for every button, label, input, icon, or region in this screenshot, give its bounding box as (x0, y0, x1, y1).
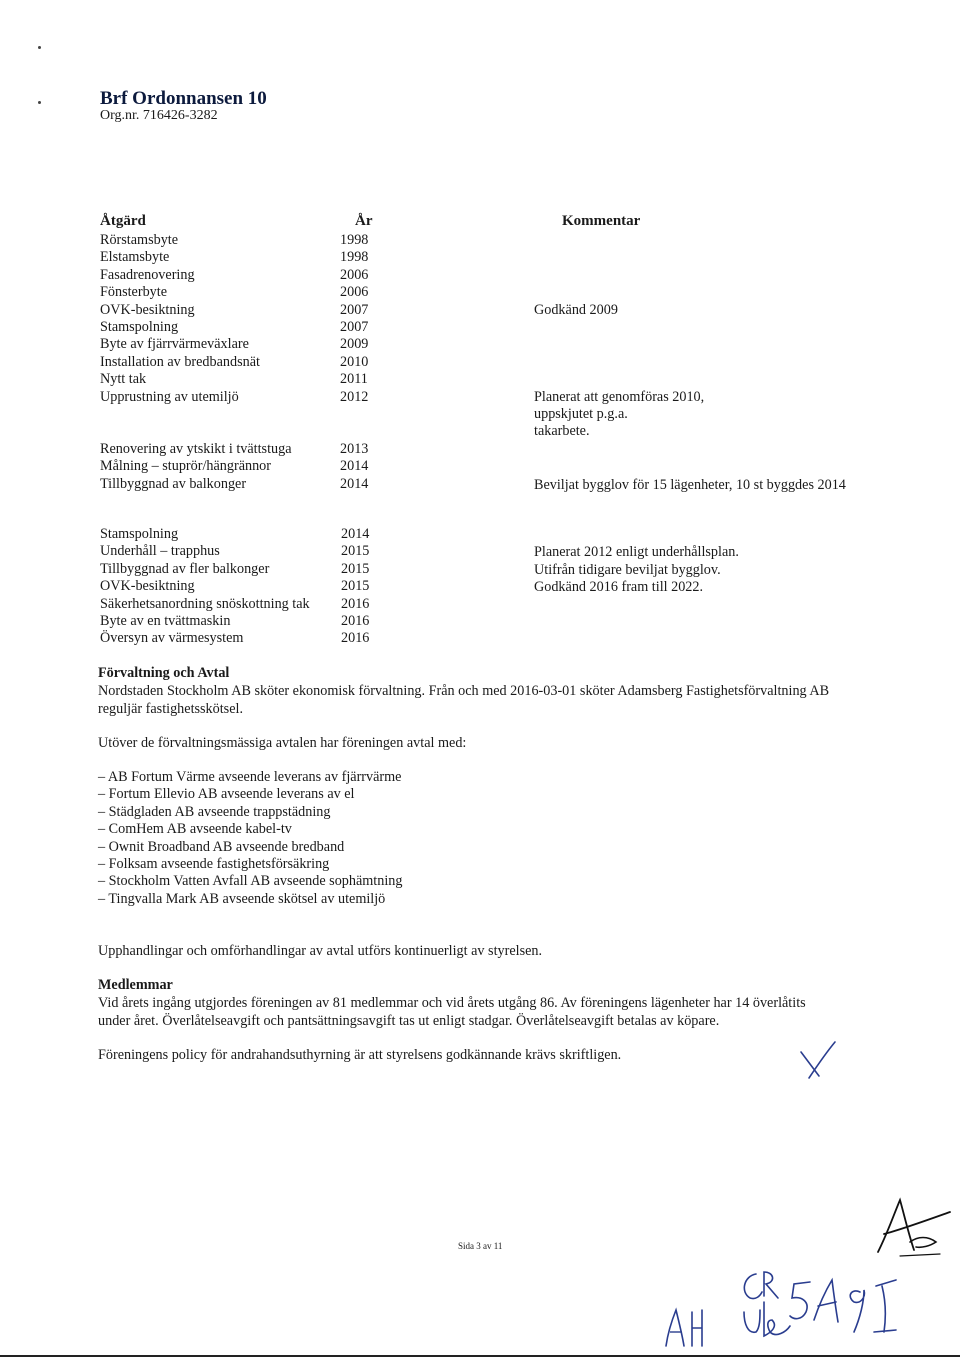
year-cell: 2014 (340, 475, 369, 492)
year-cell: 2012 (340, 388, 369, 405)
action-cell: OVK-besiktning (100, 578, 195, 595)
year-cell: 2014 (340, 458, 369, 475)
year-cell: 2010 (340, 353, 369, 370)
medlemmar-text-line1: Vid årets ingång utgjordes föreningen av 81 medlemmar och vid årets utgång 86. Av föreningens lägenheter har 14 överlåtits (98, 995, 806, 1011)
procurement-text: Upphandlingar och omförhandlingar av avtal utförs kontinuerligt av styrelsen. (98, 943, 543, 959)
year-cell: 1998 (340, 249, 369, 266)
table-row (100, 578, 370, 595)
table-row (100, 388, 369, 406)
page-number: Sida 3 av 11 (458, 1241, 503, 1251)
list-item: – Fortum Ellevio AB avseende leverans av el (98, 786, 355, 803)
action-cell: Installation av bredbandsnät (100, 353, 260, 370)
year-cell: 2015 (341, 560, 370, 577)
comment-trapphus-2015: Planerat 2012 enligt underhållsplan. (534, 544, 739, 561)
table-row (100, 319, 369, 336)
action-cell: Stamspolning (100, 319, 179, 335)
year-cell: 2007 (340, 319, 369, 335)
year-cell: 2014 (341, 526, 370, 542)
table-row (100, 336, 369, 353)
action-cell: Underhåll – trapphus (100, 543, 220, 560)
comment-ovk-2015: Godkänd 2016 fram till 2022. (534, 579, 704, 596)
handwritten-initials-icon (660, 1262, 915, 1354)
action-cell: Byte av fjärrvärmeväxlare (100, 336, 249, 353)
list-item: – Folksam avseende fastighetsförsäkring (98, 856, 330, 872)
action-cell: Tillbyggnad av fler balkonger (100, 560, 270, 577)
sublet-policy-text: Föreningens policy för andrahandsuthyrning är att styrelsens godkännande krävs skriftligen. (98, 1047, 622, 1063)
table-row (100, 543, 370, 560)
list-item: – Ownit Broadband AB avseende bredband (98, 838, 345, 855)
organization-number: Org.nr. 716426-3282 (100, 108, 218, 123)
year-cell: 2007 (340, 301, 369, 318)
action-cell: Fönsterbyte (100, 284, 167, 301)
year-cell: 2011 (340, 371, 368, 388)
action-cell: Byte av en tvättmaskin (100, 613, 231, 629)
table-row (100, 475, 369, 493)
table-row (100, 371, 368, 388)
action-cell: Renovering av ytskikt i tvättstuga (100, 441, 292, 457)
page-bottom-edge (0, 1355, 960, 1357)
year-cell: 2013 (340, 441, 369, 457)
comment-ovk-2007: Godkänd 2009 (534, 301, 618, 318)
column-header-comment: Kommentar (562, 213, 641, 229)
forvaltning-text-line2: reguljär fastighetsskötsel. (98, 700, 243, 717)
comment-utemiljo-line2: uppskjutet p.g.a. (534, 406, 628, 422)
list-item: – Tingvalla Mark AB avseende skötsel av utemiljö (98, 890, 386, 907)
table-row (100, 441, 369, 458)
forvaltning-text-line1: Nordstaden Stockholm AB sköter ekonomisk förvaltning. Från och med 2016-03-01 sköter Adamsberg Fastighetsförvaltning AB (98, 683, 830, 699)
year-cell: 2015 (341, 578, 370, 595)
column-header-action: Åtgärd (100, 213, 146, 229)
section-heading-medlemmar: Medlemmar (98, 977, 173, 993)
table-row (100, 353, 369, 371)
year-cell: 2016 (341, 595, 370, 612)
column-header-year: År (355, 213, 373, 229)
comment-fler-balkonger-2015: Utifrån tidigare beviljat bygglov. (534, 561, 721, 578)
action-cell: Upprustning av utemiljö (100, 388, 239, 405)
contracts-intro: Utöver de förvaltningsmässiga avtalen har föreningen avtal med: (98, 735, 467, 751)
action-cell: Stamspolning (100, 526, 179, 542)
action-cell: Elstamsbyte (100, 249, 170, 266)
table-row (100, 595, 370, 613)
comment-utemiljo-line1: Planerat att genomföras 2010, (534, 388, 705, 405)
organization-name: Brf Ordonnansen 10 (100, 88, 267, 109)
table-row (100, 613, 370, 630)
table-row (100, 526, 370, 543)
list-item: – Städgladen AB avseende trappstädning (98, 803, 331, 820)
table-row (100, 630, 370, 647)
year-cell: 2009 (340, 336, 369, 353)
table-row (100, 232, 369, 249)
table-row (100, 458, 369, 475)
year-cell: 2016 (341, 613, 370, 629)
year-cell: 2006 (340, 284, 369, 301)
year-cell: 2015 (341, 543, 370, 560)
section-heading-forvaltning: Förvaltning och Avtal (98, 665, 230, 681)
action-cell: Fasadrenovering (100, 266, 195, 283)
list-item: – ComHem AB avseende kabel-tv (98, 821, 292, 838)
action-cell: Översyn av värmesystem (100, 630, 244, 647)
comment-utemiljo-line3: takarbete. (534, 423, 590, 440)
table-row (100, 284, 369, 301)
table-row (100, 266, 369, 284)
list-item: – AB Fortum Värme avseende leverans av fjärrvärme (98, 769, 402, 785)
year-cell: 2016 (341, 630, 370, 647)
action-cell: Rörstamsbyte (100, 232, 179, 248)
year-cell: 1998 (340, 232, 369, 248)
list-item: – Stockholm Vatten Avfall AB avseende sophämtning (98, 873, 403, 890)
table-row (100, 301, 369, 319)
scan-speck (38, 101, 41, 104)
medlemmar-text-line2: under året. Överlåtelseavgift och pantsättningsavgift tas ut enligt stadgar. Överlåtelseavgift betalas av köpare. (98, 1012, 720, 1029)
action-cell: Nytt tak (100, 371, 147, 388)
action-cell: Målning – stuprör/hängrännor (100, 458, 272, 475)
table-row (100, 249, 369, 266)
action-cell: Tillbyggnad av balkonger (100, 475, 247, 492)
scan-speck (38, 46, 41, 49)
action-cell: OVK-besiktning (100, 301, 195, 318)
year-cell: 2006 (340, 266, 369, 283)
action-cell: Säkerhetsanordning snöskottning tak (100, 595, 310, 612)
handwritten-signature-icon (870, 1192, 955, 1267)
comment-balkonger-2014: Beviljat bygglov för 15 lägenheter, 10 st byggdes 2014 (534, 476, 846, 493)
table-row (100, 560, 370, 578)
